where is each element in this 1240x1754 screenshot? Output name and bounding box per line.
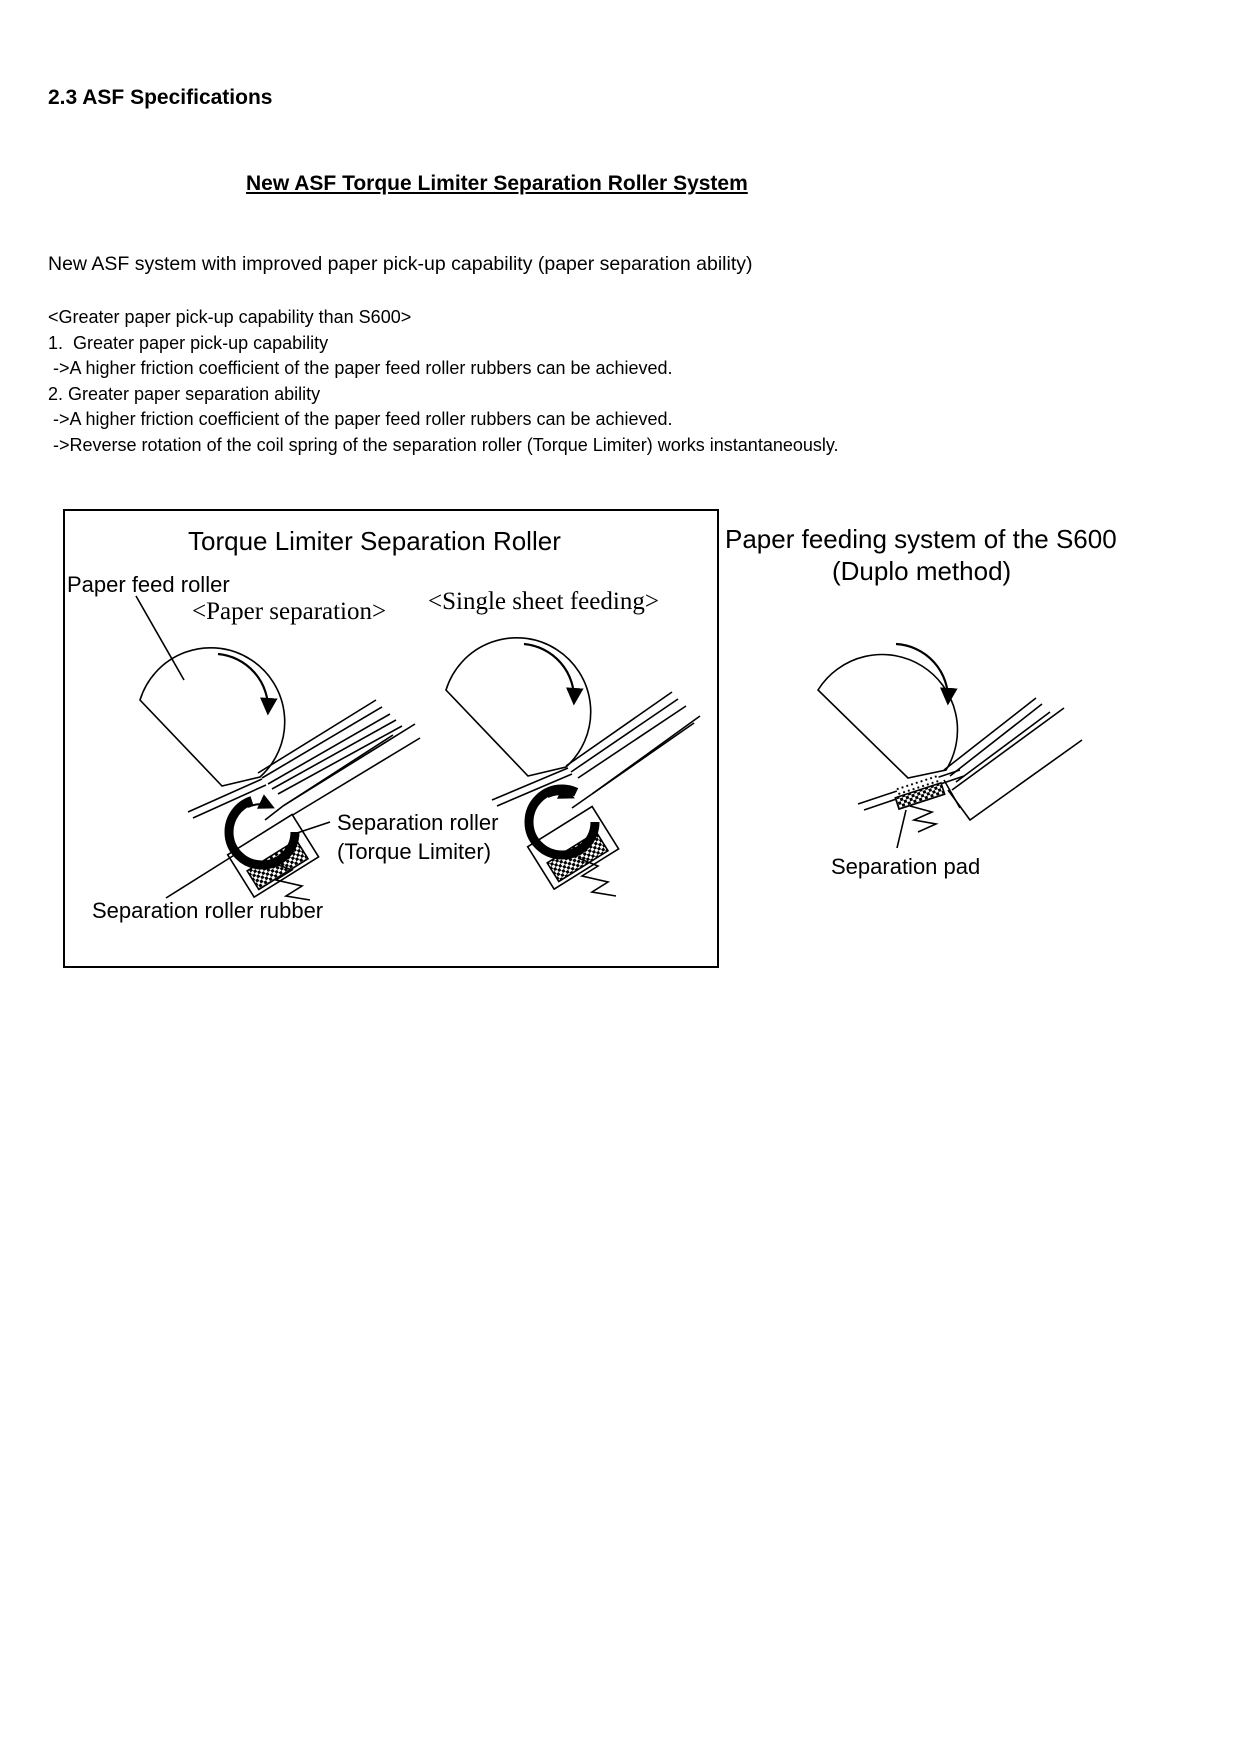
feature-detail-2: ->A higher friction coefficient of the paper feed roller rubbers can be achieved. bbox=[48, 409, 673, 430]
torque-limiter-label: (Torque Limiter) bbox=[337, 839, 492, 864]
figure-box-title: Torque Limiter Separation Roller bbox=[188, 526, 561, 556]
s600-duplo-diagram bbox=[818, 644, 1082, 832]
feature-item-1: 1. Greater paper pick-up capability bbox=[48, 332, 329, 353]
feature-detail-3: ->Reverse rotation of the coil spring of the separation roller (Torque Limiter) works instantaneously. bbox=[48, 434, 839, 455]
single-sheet-feeding-label: <Single sheet feeding> bbox=[428, 588, 659, 615]
feature-heading: <Greater paper pick-up capability than S600> bbox=[48, 307, 412, 327]
separation-roller-rubber-leader bbox=[166, 854, 236, 898]
separation-roller-rubber-label: Separation roller rubber bbox=[92, 898, 324, 923]
feature-item-2: 2. Greater paper separation ability bbox=[48, 383, 321, 404]
document-title: New ASF Torque Limiter Separation Roller System bbox=[246, 172, 748, 195]
paper-separation-label: <Paper separation> bbox=[192, 598, 387, 625]
separation-pad-leader bbox=[897, 810, 906, 848]
separation-pad-label: Separation pad bbox=[831, 854, 981, 879]
paper-feed-roller-label: Paper feed roller bbox=[67, 572, 230, 597]
feature-detail-1: ->A higher friction coefficient of the paper feed roller rubbers can be achieved. bbox=[48, 358, 673, 379]
intro-text: New ASF system with improved paper pick-up capability (paper separation ability) bbox=[48, 253, 753, 275]
s600-title-line1: Paper feeding system of the S600 bbox=[725, 524, 1117, 554]
separation-roller-label: Separation roller bbox=[337, 810, 499, 835]
s600-title-line2: (Duplo method) bbox=[832, 556, 1012, 586]
section-heading: 2.3 ASF Specifications bbox=[48, 86, 273, 109]
